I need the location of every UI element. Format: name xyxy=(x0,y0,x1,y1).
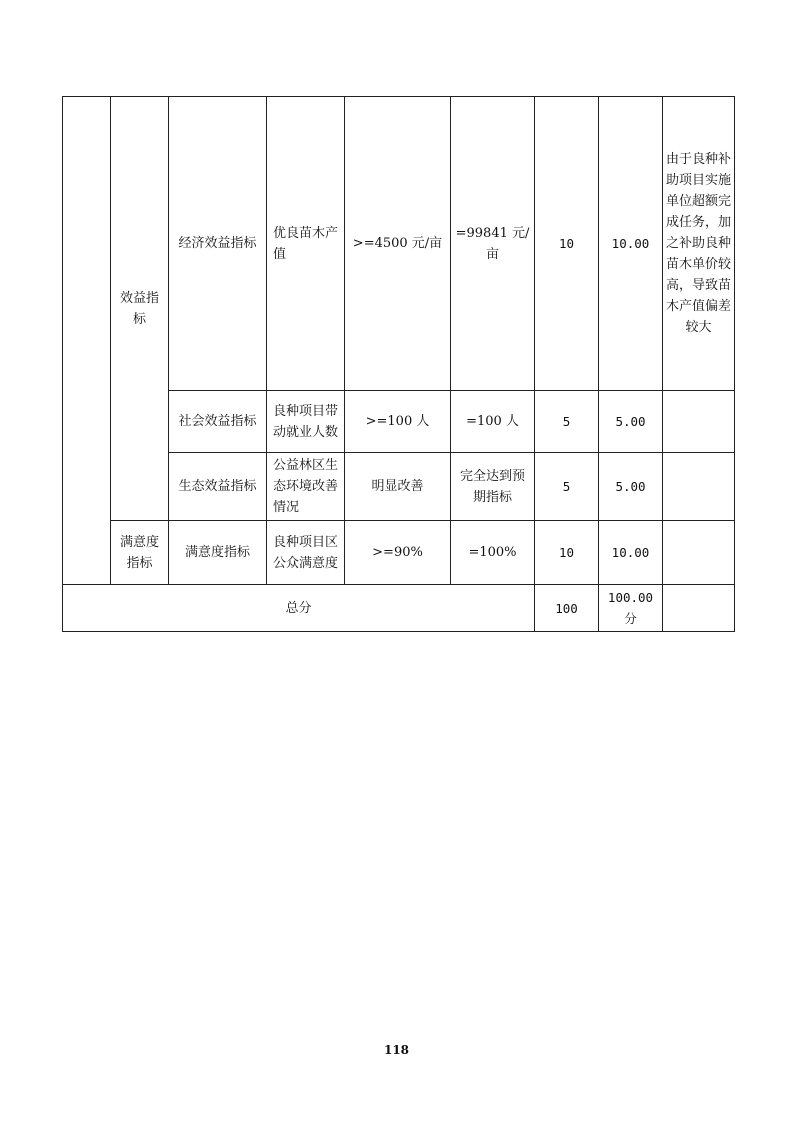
category-cell-benefit: 效益指标 xyxy=(111,97,169,521)
table-row xyxy=(63,97,735,391)
performance-table xyxy=(62,96,735,632)
target-cell: >=4500 元/亩 xyxy=(345,97,451,391)
actual-cell: =100 人 xyxy=(451,391,535,453)
weight-cell: 10 xyxy=(535,521,599,585)
weight-cell: 5 xyxy=(535,391,599,453)
weight-cell: 10 xyxy=(535,97,599,391)
subcategory-cell: 社会效益指标 xyxy=(169,391,267,453)
table-row xyxy=(63,521,735,585)
actual-cell: =100% xyxy=(451,521,535,585)
subcategory-cell: 生态效益指标 xyxy=(169,453,267,521)
total-label: 总分 xyxy=(63,585,535,632)
total-row xyxy=(63,585,735,632)
weight-cell: 5 xyxy=(535,453,599,521)
remark-cell xyxy=(663,391,735,453)
indicator-cell: 公益林区生态环境改善情况 xyxy=(267,453,345,521)
page-number: 118 xyxy=(383,1043,410,1057)
subcategory-cell: 经济效益指标 xyxy=(169,97,267,391)
total-weight: 100 xyxy=(535,585,599,632)
total-remark xyxy=(663,585,735,632)
indicator-cell: 优良苗木产值 xyxy=(267,97,345,391)
target-cell: 明显改善 xyxy=(345,453,451,521)
score-cell: 5.00 xyxy=(599,391,663,453)
target-cell: >=90% xyxy=(345,521,451,585)
score-cell: 10.00 xyxy=(599,521,663,585)
level1-cell-empty xyxy=(63,97,111,585)
category-cell-satisfaction: 满意度指标 xyxy=(111,521,169,585)
score-cell: 10.00 xyxy=(599,97,663,391)
indicator-cell: 良种项目带动就业人数 xyxy=(267,391,345,453)
remark-cell xyxy=(663,521,735,585)
remark-cell: 由于良种补助项目实施单位超额完成任务，加之补助良种苗木单价较高，导致苗木产值偏差较大 xyxy=(663,97,735,391)
actual-cell: 完全达到预期指标 xyxy=(451,453,535,521)
total-score: 100.00分 xyxy=(599,585,663,632)
target-cell: >=100 人 xyxy=(345,391,451,453)
score-cell: 5.00 xyxy=(599,453,663,521)
actual-cell: =99841 元/亩 xyxy=(451,97,535,391)
subcategory-cell: 满意度指标 xyxy=(169,521,267,585)
indicator-cell: 良种项目区公众满意度 xyxy=(267,521,345,585)
remark-cell xyxy=(663,453,735,521)
